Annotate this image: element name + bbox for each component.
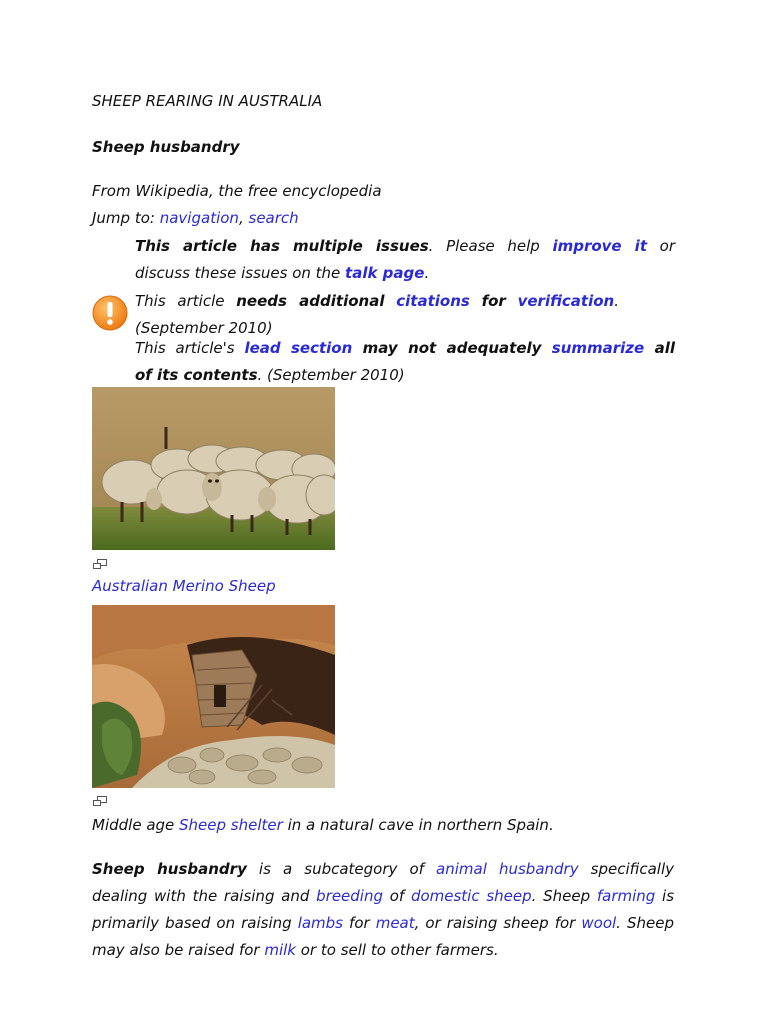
para-text: or to sell to other farmers. [295, 941, 499, 959]
document-title: SHEEP REARING IN AUSTRALIA [92, 92, 323, 110]
issues-end: . [424, 264, 430, 282]
lead-date: . (September 2010) [257, 366, 405, 384]
citations-end: . [614, 292, 619, 310]
issues-heading: This article has multiple issues [135, 237, 429, 255]
figure2-caption [92, 812, 554, 839]
jump-to-line [92, 205, 299, 232]
figure1-caption [92, 573, 276, 600]
sheep-shelter-image [92, 605, 335, 788]
para-text: specifically dealing with the raising and [92, 860, 674, 905]
issues-text-2: discuss these issues on the [135, 264, 346, 282]
wool-link[interactable]: wool [581, 914, 617, 932]
needs-additional: needs additional [236, 292, 385, 310]
source-line: From Wikipedia, the free encyclopedia [92, 182, 382, 200]
lead-all: all [644, 339, 675, 357]
meat-link[interactable]: meat [375, 914, 415, 932]
merino-sheep-image [92, 387, 335, 550]
para-bold: Sheep husbandry [92, 860, 247, 878]
para-text: of [383, 887, 411, 905]
para-text: is a subcategory of [246, 860, 437, 878]
citations-for: for [481, 292, 506, 310]
navigation-link[interactable]: navigation [159, 209, 239, 227]
caption-post: in a natural cave in northern Spain. [282, 816, 554, 834]
sheep-shelter-link[interactable]: Sheep shelter [179, 816, 283, 834]
citations-text: This article [135, 292, 237, 310]
lead-section-link[interactable]: lead section [244, 339, 353, 357]
lead-notice-line-2 [135, 362, 405, 389]
body-paragraph [92, 856, 674, 964]
animal-husbandry-link[interactable]: animal husbandry [436, 860, 579, 878]
enlarge-icon[interactable] [93, 796, 107, 806]
farming-link[interactable]: farming [596, 887, 656, 905]
lead-contents: of its contents [135, 366, 258, 384]
lead-bold-text: may not adequately [352, 339, 552, 357]
lead-text: This article's [135, 339, 245, 357]
para-text: for [343, 914, 376, 932]
para-text: . Sheep [531, 887, 597, 905]
improve-it-link[interactable]: improve it [552, 237, 647, 255]
summarize-link[interactable]: summarize [551, 339, 645, 357]
para-text: , or raising sheep for [414, 914, 582, 932]
citations-date: (September 2010) [135, 319, 273, 337]
citations-link[interactable]: citations [396, 292, 470, 310]
enlarge-icon[interactable] [93, 559, 107, 569]
warning-icon [92, 295, 128, 331]
issues-line-1 [135, 233, 675, 260]
merino-sheep-link[interactable]: Australian Merino Sheep [92, 577, 276, 595]
issues-line-2 [135, 260, 429, 287]
jump-separator: , [238, 209, 244, 227]
issues-text: . Please help [428, 237, 553, 255]
domestic-sheep-link[interactable]: domestic sheep [410, 887, 532, 905]
article-heading: Sheep husbandry [92, 138, 240, 156]
lambs-link[interactable]: lambs [297, 914, 343, 932]
para-text: is primarily based on raising [92, 887, 675, 932]
para-text: . Sheep may also be raised for [92, 914, 674, 959]
jump-to-label: Jump to [92, 209, 150, 227]
breeding-link[interactable]: breeding [316, 887, 384, 905]
talk-page-link[interactable]: talk page [345, 264, 425, 282]
search-link[interactable]: search [248, 209, 299, 227]
lead-notice-line-1 [135, 335, 675, 362]
milk-link[interactable]: milk [264, 941, 296, 959]
issues-or: or [659, 237, 675, 255]
verification-link[interactable]: verification [517, 292, 615, 310]
citations-notice-line-1 [135, 288, 619, 315]
caption-pre: Middle age [92, 816, 180, 834]
jump-colon: : [149, 209, 155, 227]
